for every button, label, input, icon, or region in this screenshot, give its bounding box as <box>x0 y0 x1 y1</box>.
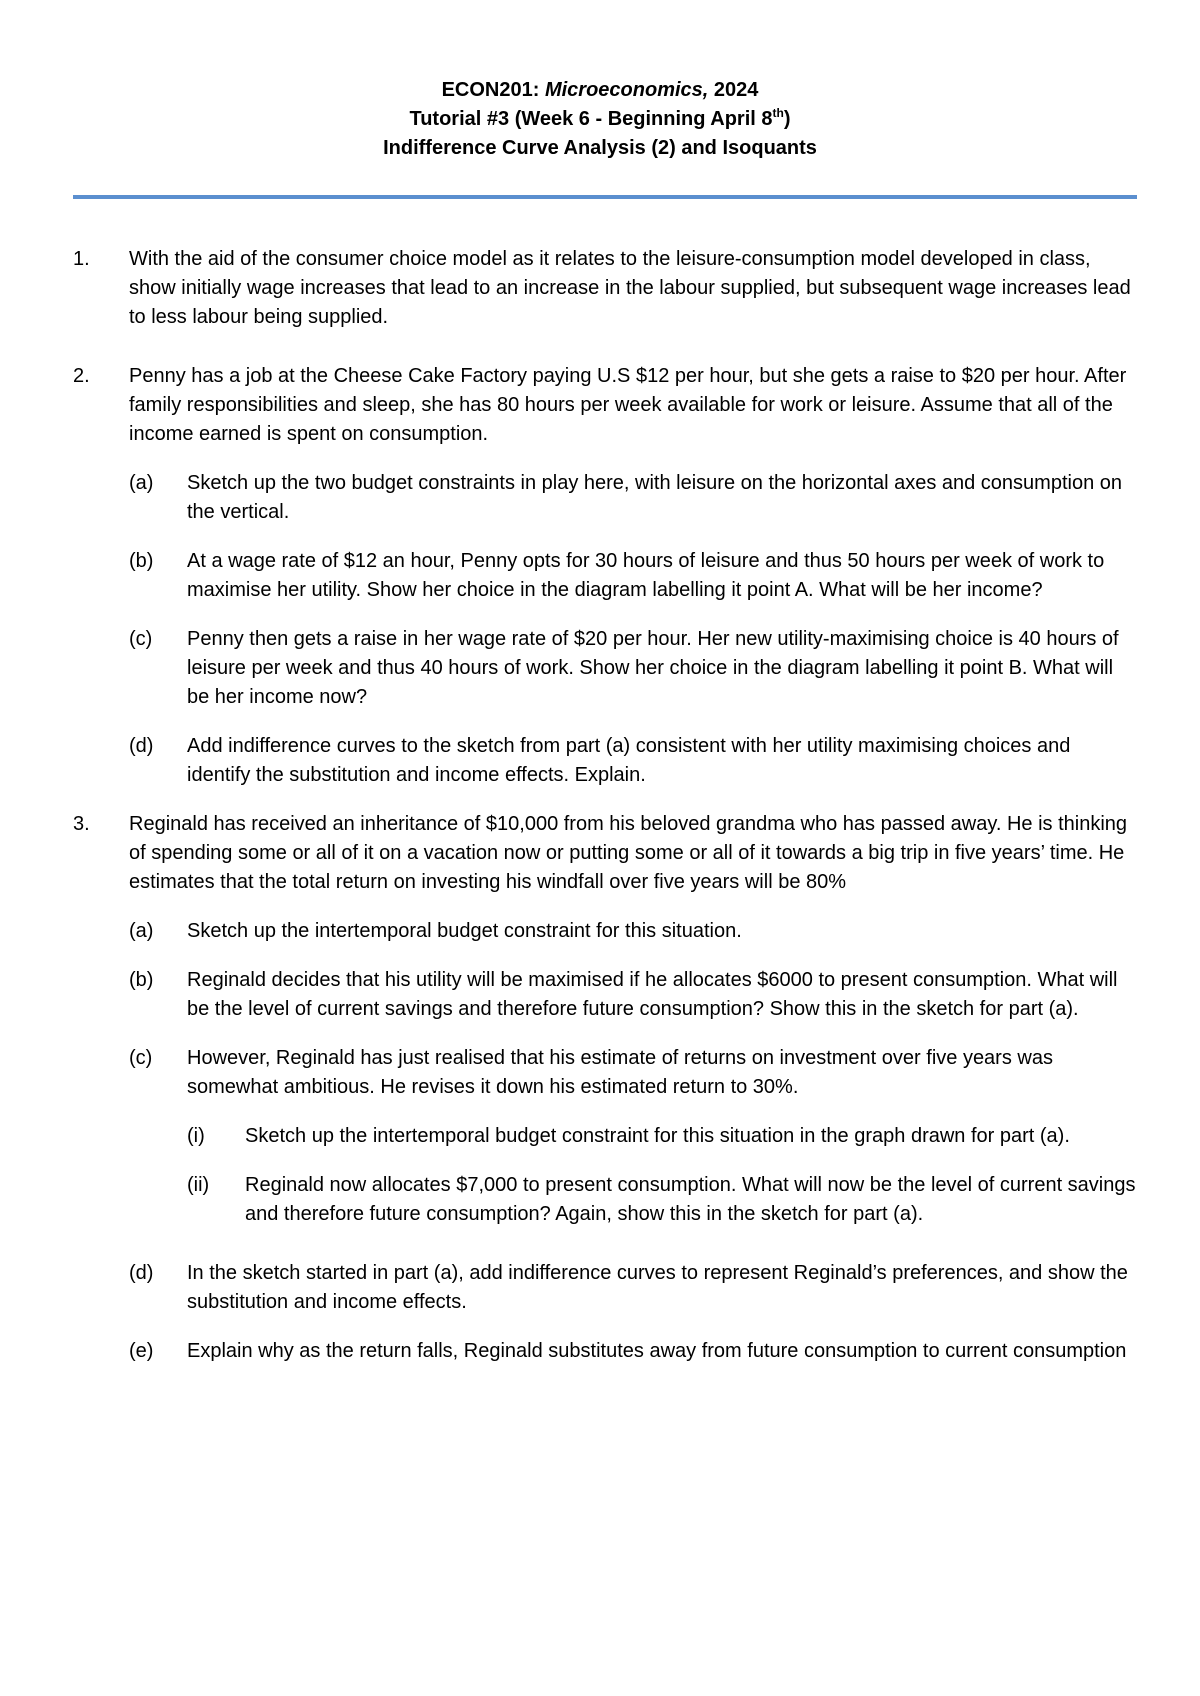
question-text: Penny has a job at the Cheese Cake Factory paying U.S $12 per hour, but she gets a raise to $20 per hour. After family responsibilities and sleep, she has 80 hours per week available for work or leisure. Assume that all of the income earned is spent on consumption. <box>129 365 1127 445</box>
question-text: With the aid of the consumer choice model as it relates to the leisure-consumption model developed in class, show initially wage increases that lead to an increase in the labour supplied, but subsequent wage increases lead to less labour being supplied. <box>129 248 1131 328</box>
part-label: (b) <box>129 550 154 572</box>
question-3c-ii <box>187 1171 1137 1229</box>
question-number: 2. <box>73 365 90 387</box>
course-year: 2024 <box>713 79 759 101</box>
question-3a <box>129 917 1137 946</box>
part-text: Sketch up the two budget constraints in play here, with leisure on the horizontal axes and consumption on the vertical. <box>187 472 1123 523</box>
part-label: (c) <box>129 1047 153 1069</box>
course-title-line <box>0 76 1200 105</box>
part-text: At a wage rate of $12 an hour, Penny opts for 30 hours of leisure and thus 50 hours per week of work to maximise her utility. Show her choice in the diagram labelling it point A. What will be her income? <box>187 550 1105 601</box>
part-label: (a) <box>129 920 154 942</box>
question-2 <box>73 362 1137 790</box>
question-number: 3. <box>73 813 90 835</box>
subpart-label: (i) <box>187 1125 205 1147</box>
question-list <box>73 245 1137 1386</box>
part-text: In the sketch started in part (a), add indifference curves to represent Reginald’s preferences, and show the substitution and income effects. <box>187 1262 1128 1313</box>
course-name: Microeconomics, <box>544 79 709 101</box>
part-text: Explain why as the return falls, Reginald substitutes away from future consumption to current consumption <box>187 1340 1127 1362</box>
question-2d <box>129 732 1137 790</box>
header-divider <box>73 195 1137 199</box>
part-text: Add indifference curves to the sketch from part (a) consistent with her utility maximising choices and identify the substitution and income effects. Explain. <box>187 735 1071 786</box>
question-3c <box>129 1044 1137 1229</box>
part-text: Sketch up the intertemporal budget constraint for this situation. <box>187 920 742 942</box>
part-label: (b) <box>129 969 154 991</box>
question-3d <box>129 1259 1137 1317</box>
part-label: (d) <box>129 1262 154 1284</box>
question-number: 1. <box>73 248 90 270</box>
question-2b <box>129 547 1137 605</box>
tutorial-prefix: Tutorial #3 (Week 6 - Beginning April 8 <box>409 108 773 130</box>
part-label: (a) <box>129 472 154 494</box>
subpart-label: (ii) <box>187 1174 210 1196</box>
part-text: Penny then gets a raise in her wage rate of $20 per hour. Her new utility-maximising choice is 40 hours of leisure per week and thus 40 hours of work. Show her choice in the diagram labelling it point B. What will be her income now? <box>187 628 1119 708</box>
tutorial-suffix: ) <box>783 108 791 130</box>
question-3c-i <box>187 1122 1137 1151</box>
part-label: (d) <box>129 735 154 757</box>
question-2a <box>129 469 1137 527</box>
part-label: (e) <box>129 1340 154 1362</box>
question-text: Reginald has received an inheritance of $10,000 from his beloved grandma who has passed away. He is thinking of spending some or all of it on a vacation now or putting some or all of it towards a big trip in five years’ time. He estimates that the total return on investing his windfall over five years will be 80% <box>129 813 1128 893</box>
part-label: (c) <box>129 628 153 650</box>
tutorial-superscript: th <box>772 106 784 120</box>
part-text: However, Reginald has just realised that his estimate of returns on investment over five years was somewhat ambitious. He revises it down his estimated return to 30%. <box>187 1047 1053 1098</box>
question-2c <box>129 625 1137 712</box>
document-header <box>0 76 1200 163</box>
question-3e <box>129 1337 1137 1366</box>
question-3b <box>129 966 1137 1024</box>
question-3 <box>73 810 1137 1366</box>
question-1 <box>73 245 1137 332</box>
subpart-text: Sketch up the intertemporal budget constraint for this situation in the graph drawn for part (a). <box>245 1125 1070 1147</box>
topic-line: Indifference Curve Analysis (2) and Isoquants <box>383 137 817 159</box>
course-code: ECON201: <box>441 79 540 101</box>
subpart-text: Reginald now allocates $7,000 to present consumption. What will now be the level of current savings and therefore future consumption? Again, show this in the sketch for part (a). <box>245 1174 1136 1225</box>
part-text: Reginald decides that his utility will be maximised if he allocates $6000 to present consumption. What will be the level of current savings and therefore future consumption? Show this in the sketch for part (a). <box>187 969 1118 1020</box>
tutorial-line <box>0 105 1200 134</box>
